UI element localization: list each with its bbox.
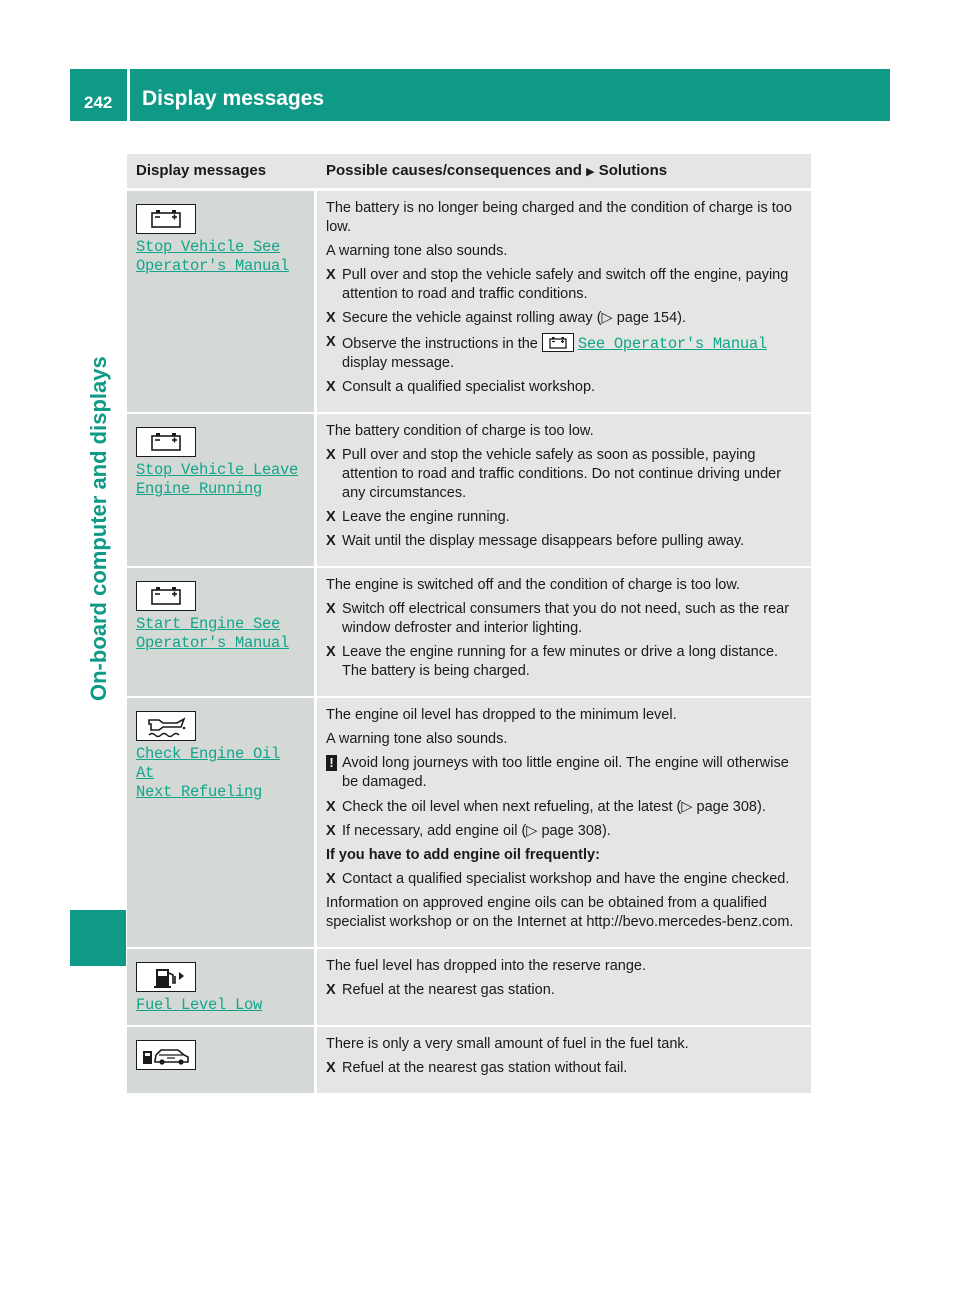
description-text: A warning tone also sounds. [326,243,508,259]
action-step [326,1059,802,1078]
solution-cell [317,191,811,414]
action-step-icon: X [326,1060,336,1076]
action-step-text: Switch off electrical consumers that you do not need, such as the rear window defroster and interior lighting. [342,601,790,636]
description-text: A warning tone also sounds. [326,731,508,747]
message-cell [127,698,317,949]
table-row [127,191,811,414]
action-step [326,378,802,397]
message-cell [127,1027,317,1095]
action-step-text: Wait until the display message disappears before pulling away. [342,533,745,549]
fuel-pump-icon [136,962,196,992]
action-step [326,643,802,681]
description-text: The battery condition of charge is too low. [326,423,594,439]
column-header-messages: Display messages [127,154,317,191]
action-step [326,981,802,1000]
table-header-row [127,154,811,191]
display-messages-table [127,154,811,1095]
chapter-label: On-board computer and displays [86,356,111,701]
description-text: There is only a very small amount of fuel in the fuel tank. [326,1036,689,1052]
table-row [127,698,811,949]
message-cell [127,568,317,698]
exclamation-icon: ! [326,755,337,771]
display-message-reference: See Operator's Manual [577,335,767,353]
action-step-icon: X [326,447,336,463]
subheading: If you have to add engine oil frequently: [326,847,600,863]
action-step [326,333,802,373]
action-step [326,309,802,328]
action-step-text: Contact a qualified specialist workshop and have the engine checked. [342,871,790,887]
display-message-text: Stop Vehicle Leave [136,461,299,479]
action-step-text: Secure the vehicle against rolling away (▷ page 154). [342,310,687,326]
action-step [326,822,802,841]
action-step [326,870,802,889]
action-step [326,508,802,527]
solution-cell [317,1027,811,1095]
solution-arrow-icon: ▶ [586,166,595,178]
display-message-text: Next Refueling [136,783,263,801]
header-divider [127,69,130,121]
table-row [127,414,811,568]
action-step-text: Leave the engine running for a few minutes or drive a long distance. The battery is being charged. [342,644,779,679]
action-step [326,446,802,503]
solution-cell [317,698,811,949]
warning-text: Avoid long journeys with too little engine oil. The engine will otherwise be damaged. [342,755,789,790]
action-step-text-end: display message. [342,355,455,371]
display-message-text: Engine Running [136,480,263,498]
fuel-car-icon [136,1040,196,1070]
action-step [326,266,802,304]
action-step-icon: X [326,982,336,998]
description-text: The fuel level has dropped into the reserve range. [326,958,647,974]
chapter-sidebar [70,121,126,1245]
table-row [127,568,811,698]
action-step-text: If necessary, add engine oil (▷ page 308). [342,823,611,839]
action-step-text: Observe the instructions in the [342,336,538,352]
action-step-icon: X [326,644,336,660]
display-message-text: Start Engine See [136,615,281,633]
action-step-icon: X [326,310,336,326]
message-cell [127,191,317,414]
column-header-solutions-text: Solutions [598,162,668,179]
message-cell [127,949,317,1027]
display-message-text: Operator's Manual [136,257,290,275]
description-text: The engine oil level has dropped to the minimum level. [326,707,677,723]
action-step-text: Leave the engine running. [342,509,510,525]
battery-icon [542,333,574,352]
description-text: The engine is switched off and the condition of charge is too low. [326,577,741,593]
action-step-icon: X [326,601,336,617]
action-step-text: Pull over and stop the vehicle safely and switch off the engine, paying attention to road and traffic conditions. [342,267,789,302]
action-step-icon: X [326,823,336,839]
action-step-icon: X [326,267,336,283]
action-step-text: Consult a qualified specialist workshop. [342,379,596,395]
action-step-icon: X [326,334,336,350]
action-step [326,532,802,551]
description-text: Information on approved engine oils can be obtained from a qualified specialist workshop or on the Internet at http://bevo.mercedes-benz.com. [326,895,794,930]
action-step-icon: X [326,509,336,525]
action-step-icon: X [326,799,336,815]
action-step-icon: X [326,533,336,549]
action-step [326,600,802,638]
battery-icon [136,427,196,457]
action-step-icon: X [326,871,336,887]
display-message-text: Fuel Level Low [136,996,263,1014]
table-row [127,949,811,1027]
action-step-text: Pull over and stop the vehicle safely as soon as possible, paying attention to road and traffic conditions. Do not continue driving under any circumstances. [342,447,782,501]
display-message-text: Stop Vehicle See [136,238,281,256]
solution-cell [317,568,811,698]
display-message-text: Check Engine Oil At [136,745,281,782]
display-message-text: Operator's Manual [136,634,290,652]
action-step-text: Check the oil level when next refueling, at the latest (▷ page 308). [342,799,766,815]
action-step [326,798,802,817]
action-step-icon: X [326,379,336,395]
battery-icon [136,581,196,611]
column-header-solutions [317,154,811,191]
oil-can-icon [136,711,196,741]
table-row [127,1027,811,1095]
message-cell [127,414,317,568]
warning-note [326,754,802,792]
battery-icon [136,204,196,234]
page-number: 242 [84,93,113,112]
solution-cell [317,949,811,1027]
action-step-text: Refuel at the nearest gas station. [342,982,555,998]
chapter-marker [70,910,126,966]
solution-cell [317,414,811,568]
page-header [70,69,890,121]
column-header-text: Possible causes/consequences and [326,162,582,179]
action-step-text: Refuel at the nearest gas station without fail. [342,1060,628,1076]
description-text: The battery is no longer being charged and the condition of charge is too low. [326,200,792,235]
page-title: Display messages [142,87,325,110]
